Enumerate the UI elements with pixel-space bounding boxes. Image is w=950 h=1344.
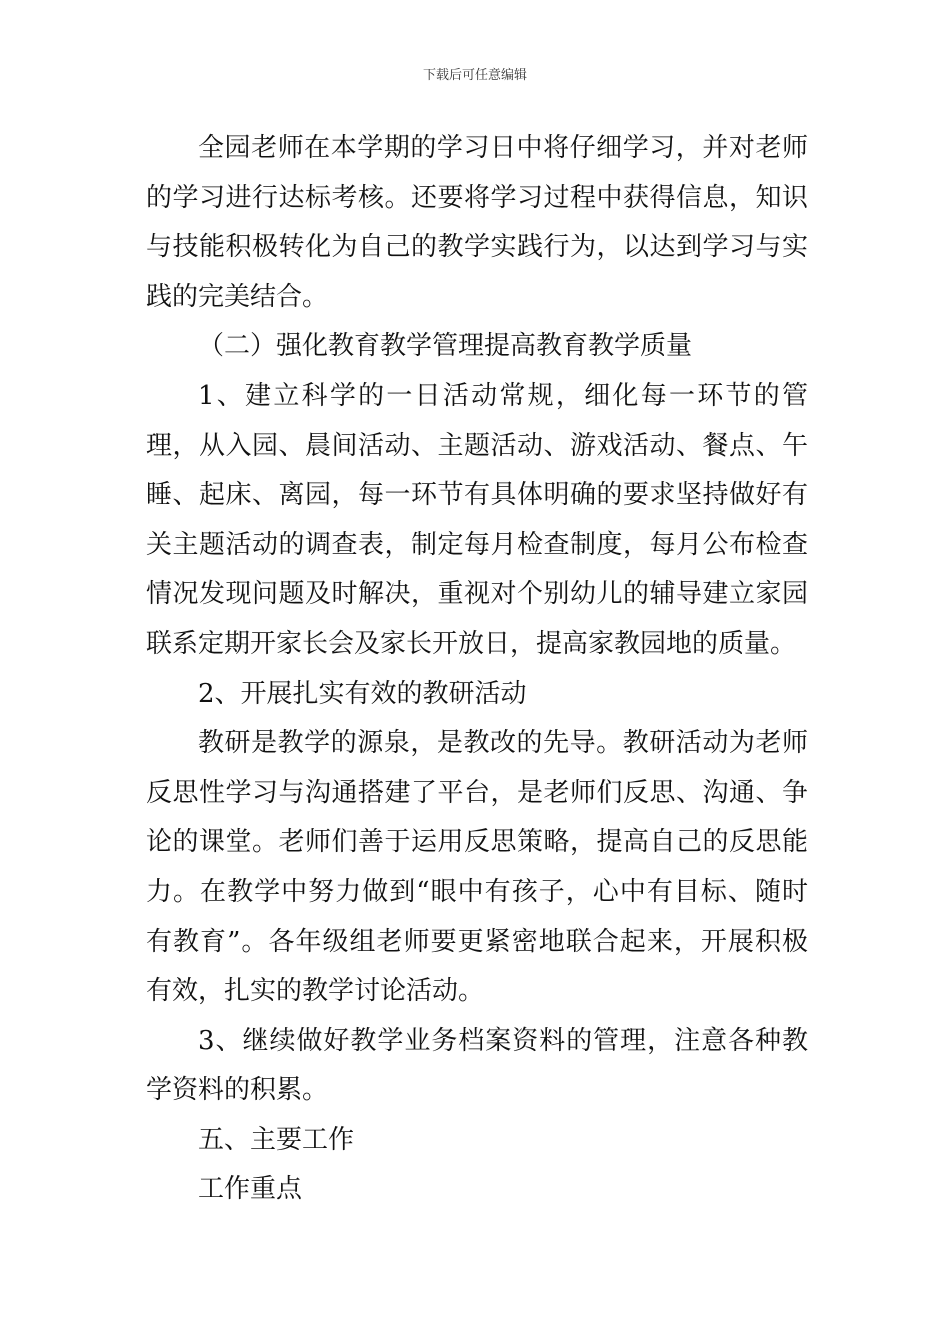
paragraph-daily-routine: 1、建立科学的一日活动常规，细化每一环节的管理，从入园、晨间活动、主题活动、游戏活动、餐点、午睡、起床、离园，每一环节有具体明确的要求坚持做好有关主题活动的调查表，制定每月检查制度，每月公布检查情况发现问题及时解决，重视对个别幼儿的辅导建立家园联系定期开家长会及家长开放日，提高家教园地的质量。 (146, 380, 808, 659)
paragraph-archive-management: 3、继续做好教学业务档案资料的管理，注意各种教学资料的积累。 (146, 1025, 808, 1106)
paragraph-teaching-research: 教研是教学的源泉，是教改的先导。教研活动为老师反思性学习与沟通搭建了平台，是老师们反思、沟通、争论的课堂。老师们善于运用反思策略，提高自己的反思能力。在教学中努力做到“眼中有孩子，心中有目标、随时有教育”。各年级组老师要更紧密地联合起来，开展积极有效，扎实的教学讨论活动。 (146, 728, 808, 1007)
section-heading-main-work: 五、主要工作 (198, 1124, 355, 1155)
subheading-teaching-research: 2、开展扎实有效的教研活动 (198, 678, 527, 709)
section-heading-teaching-quality: （二）强化教育教学管理提高教育教学质量 (198, 331, 693, 362)
page-header-note: 下载后可任意编辑 (422, 68, 527, 83)
document-body (146, 124, 808, 1215)
subheading-work-focus: 工作重点 (198, 1174, 303, 1205)
paragraph-study-assessment: 全园老师在本学期的学习日中将仔细学习，并对老师的学习进行达标考核。还要将学习过程中获得信息，知识与技能积极转化为自己的教学实践行为，以达到学习与实践的完美结合。 (146, 133, 808, 312)
